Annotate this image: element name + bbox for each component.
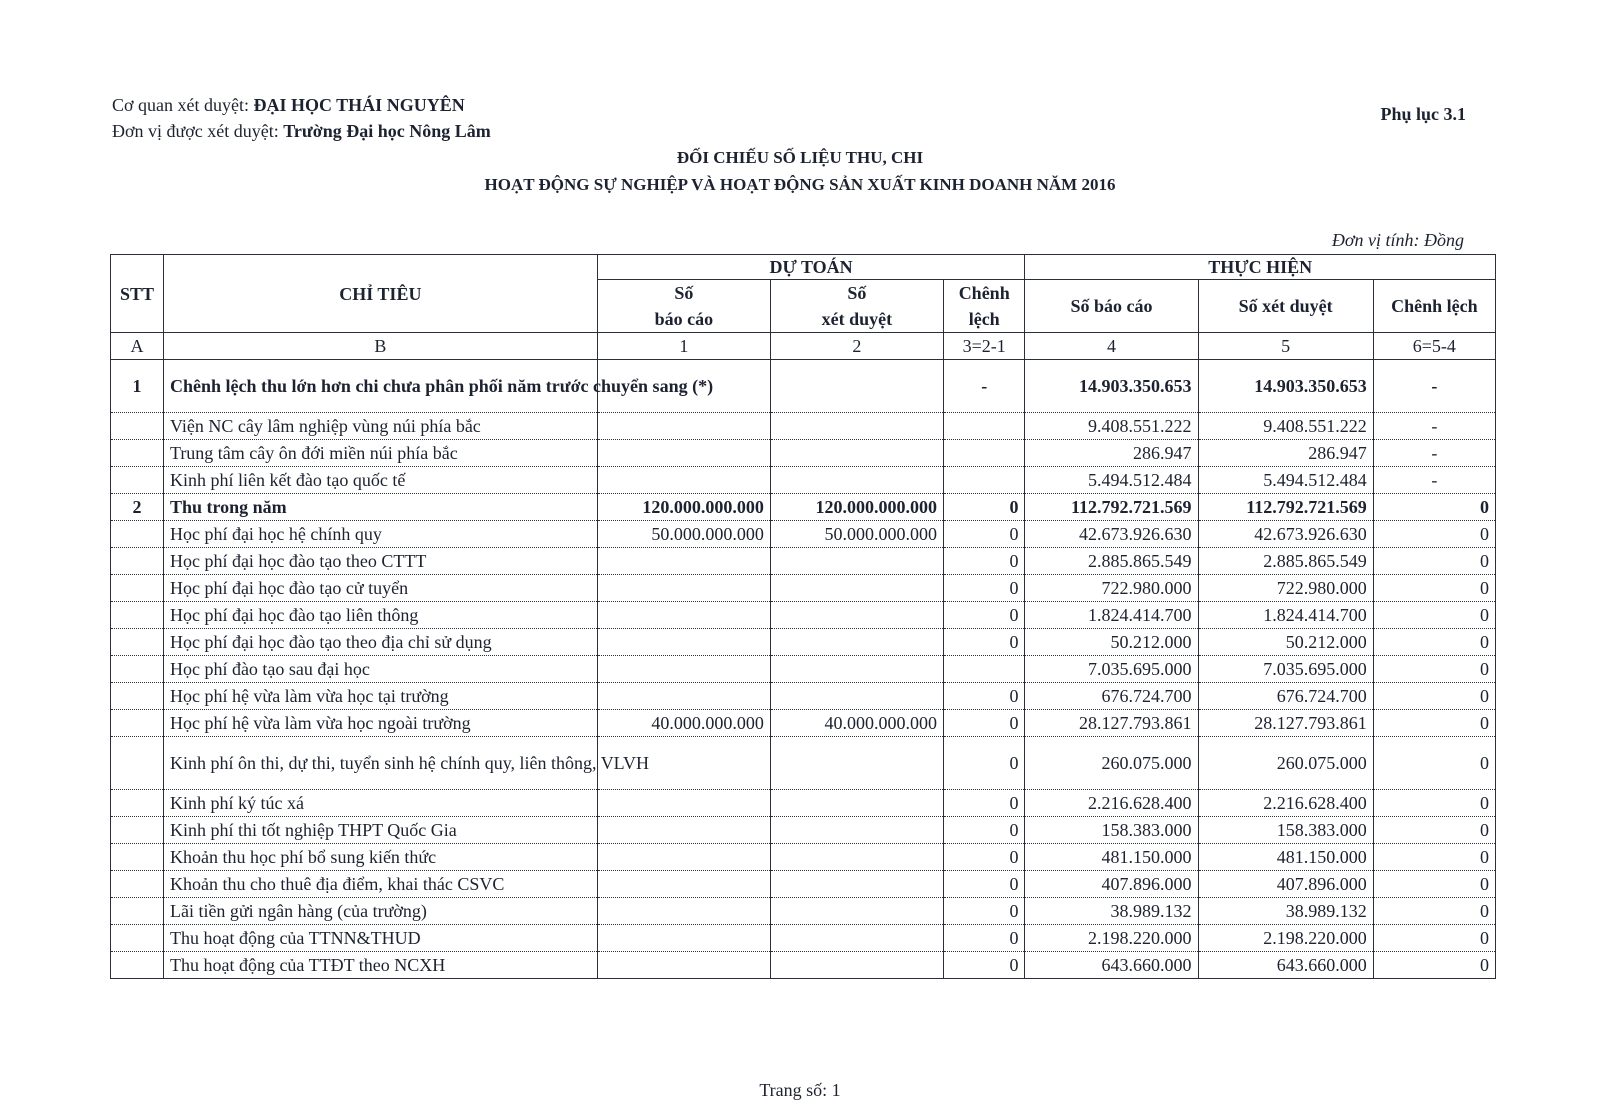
- stt-cell: [111, 952, 164, 979]
- th-chenh-lech-cell: 0: [1373, 844, 1495, 871]
- chi-tieu-cell: Học phí đào tạo sau đại học: [163, 656, 597, 683]
- table-row: [111, 952, 1496, 979]
- table-row: [111, 871, 1496, 898]
- th-so-xet-duyet-cell: 286.947: [1198, 440, 1373, 467]
- dt-chenh-lech-cell: 0: [943, 494, 1024, 521]
- page-number: Trang số: 1: [759, 1080, 841, 1100]
- chi-tieu-cell: Học phí đại học đào tạo theo địa chỉ sử dụng: [163, 629, 597, 656]
- index-cell: 4: [1025, 333, 1198, 360]
- stt-cell: [111, 898, 164, 925]
- header-th-so-xet-duyet: Số xét duyệt: [1198, 280, 1373, 333]
- dt-so-bao-cao-cell: [597, 817, 770, 844]
- chi-tieu-cell: Khoản thu học phí bổ sung kiến thức: [163, 844, 597, 871]
- stt-cell: [111, 790, 164, 817]
- dt-chenh-lech-cell: 0: [943, 790, 1024, 817]
- table-row: [111, 494, 1496, 521]
- th-chenh-lech-cell: 0: [1373, 790, 1495, 817]
- dt-so-xet-duyet-cell: [770, 602, 943, 629]
- dt-so-bao-cao-cell: [597, 871, 770, 898]
- dt-so-bao-cao-cell: [597, 602, 770, 629]
- header-dt-so-bao-cao-line2: báo cáo: [654, 309, 714, 329]
- stt-cell: [111, 925, 164, 952]
- table-row: [111, 629, 1496, 656]
- header-dt-chenh-lech: [943, 280, 1024, 333]
- table-row: [111, 548, 1496, 575]
- header-thuc-hien: THỰC HIỆN: [1025, 255, 1496, 280]
- th-so-xet-duyet-cell: 2.198.220.000: [1198, 925, 1373, 952]
- th-chenh-lech-cell: 0: [1373, 683, 1495, 710]
- th-so-bao-cao-cell: 2.885.865.549: [1025, 548, 1198, 575]
- reviewed-unit-label: Đơn vị được xét duyệt:: [112, 121, 279, 141]
- header-dt-so-xet-duyet-line1: Số: [847, 283, 867, 303]
- table-row: [111, 844, 1496, 871]
- dt-so-xet-duyet-cell: [770, 790, 943, 817]
- th-so-bao-cao-cell: 481.150.000: [1025, 844, 1198, 871]
- th-so-xet-duyet-cell: 14.903.350.653: [1198, 360, 1373, 413]
- dt-chenh-lech-cell: 0: [943, 844, 1024, 871]
- chi-tieu-cell: Thu hoạt động của TTĐT theo NCXH: [163, 952, 597, 979]
- stt-cell: [111, 817, 164, 844]
- chi-tieu-cell: Lãi tiền gửi ngân hàng (của trường): [163, 898, 597, 925]
- table-row: [111, 521, 1496, 548]
- reviewed-unit-line: [112, 118, 491, 144]
- th-so-xet-duyet-cell: 2.885.865.549: [1198, 548, 1373, 575]
- th-so-xet-duyet-cell: 5.494.512.484: [1198, 467, 1373, 494]
- stt-cell: [111, 521, 164, 548]
- header-agency-block: [112, 92, 491, 144]
- stt-cell: [111, 737, 164, 790]
- dt-chenh-lech-cell: 0: [943, 575, 1024, 602]
- header-chi-tieu: CHỈ TIÊU: [163, 255, 597, 333]
- header-dt-so-xet-duyet: [770, 280, 943, 333]
- th-so-bao-cao-cell: 286.947: [1025, 440, 1198, 467]
- th-chenh-lech-cell: 0: [1373, 602, 1495, 629]
- chi-tieu-cell: Học phí đại học đào tạo theo CTTT: [163, 548, 597, 575]
- table-row: [111, 898, 1496, 925]
- dt-chenh-lech-cell: 0: [943, 737, 1024, 790]
- dt-so-bao-cao-cell: [597, 656, 770, 683]
- dt-chenh-lech-cell: 0: [943, 683, 1024, 710]
- stt-cell: [111, 413, 164, 440]
- table-body: [111, 333, 1496, 979]
- table-row: [111, 575, 1496, 602]
- dt-so-bao-cao-cell: 50.000.000.000: [597, 521, 770, 548]
- th-so-bao-cao-cell: 50.212.000: [1025, 629, 1198, 656]
- dt-so-bao-cao-cell: 40.000.000.000: [597, 710, 770, 737]
- table-row: [111, 440, 1496, 467]
- th-chenh-lech-cell: -: [1373, 360, 1495, 413]
- stt-cell: [111, 629, 164, 656]
- th-so-xet-duyet-cell: 38.989.132: [1198, 898, 1373, 925]
- chi-tieu-cell: Học phí đại học đào tạo cử tuyển: [163, 575, 597, 602]
- dt-so-xet-duyet-cell: [770, 844, 943, 871]
- th-so-bao-cao-cell: 42.673.926.630: [1025, 521, 1198, 548]
- th-so-xet-duyet-cell: 2.216.628.400: [1198, 790, 1373, 817]
- dt-chenh-lech-cell: 0: [943, 548, 1024, 575]
- stt-cell: [111, 575, 164, 602]
- index-cell: A: [111, 333, 164, 360]
- dt-so-xet-duyet-cell: [770, 737, 943, 790]
- th-so-xet-duyet-cell: 158.383.000: [1198, 817, 1373, 844]
- dt-so-bao-cao-cell: [597, 898, 770, 925]
- th-chenh-lech-cell: 0: [1373, 925, 1495, 952]
- appendix-label: Phụ lục 3.1: [1380, 104, 1466, 124]
- chi-tieu-cell: Học phí hệ vừa làm vừa học tại trường: [163, 683, 597, 710]
- th-so-bao-cao-cell: 9.408.551.222: [1025, 413, 1198, 440]
- th-chenh-lech-cell: 0: [1373, 737, 1495, 790]
- chi-tieu-cell: Kinh phí ký túc xá: [163, 790, 597, 817]
- th-chenh-lech-cell: 0: [1373, 871, 1495, 898]
- th-chenh-lech-cell: 0: [1373, 575, 1495, 602]
- table-row: [111, 737, 1496, 790]
- chi-tieu-cell: Học phí đại học đào tạo liên thông: [163, 602, 597, 629]
- dt-so-xet-duyet-cell: 50.000.000.000: [770, 521, 943, 548]
- th-so-xet-duyet-cell: 42.673.926.630: [1198, 521, 1373, 548]
- chi-tieu-cell: Viện NC cây lâm nghiệp vùng núi phía bắc: [163, 413, 597, 440]
- th-so-xet-duyet-cell: 481.150.000: [1198, 844, 1373, 871]
- reconciliation-table: [110, 254, 1496, 979]
- chi-tieu-cell: Thu hoạt động của TTNN&THUD: [163, 925, 597, 952]
- th-so-bao-cao-cell: 643.660.000: [1025, 952, 1198, 979]
- index-cell: 5: [1198, 333, 1373, 360]
- table-row: [111, 710, 1496, 737]
- dt-chenh-lech-cell: 0: [943, 952, 1024, 979]
- dt-so-bao-cao-cell: [597, 440, 770, 467]
- dt-so-bao-cao-cell: [597, 548, 770, 575]
- dt-so-xet-duyet-cell: [770, 817, 943, 844]
- chi-tieu-cell: Khoản thu cho thuê địa điểm, khai thác CSVC: [163, 871, 597, 898]
- index-row: [111, 333, 1496, 360]
- th-so-bao-cao-cell: 28.127.793.861: [1025, 710, 1198, 737]
- index-cell: 3=2-1: [943, 333, 1024, 360]
- stt-cell: [111, 602, 164, 629]
- reviewing-agency-line: [112, 92, 491, 118]
- table-row: [111, 360, 1496, 413]
- dt-chenh-lech-cell: 0: [943, 925, 1024, 952]
- chi-tieu-cell: Học phí đại học hệ chính quy: [163, 521, 597, 548]
- th-chenh-lech-cell: -: [1373, 467, 1495, 494]
- dt-so-bao-cao-cell: [597, 790, 770, 817]
- th-so-bao-cao-cell: 112.792.721.569: [1025, 494, 1198, 521]
- chi-tieu-cell: Trung tâm cây ôn đới miền núi phía bắc: [163, 440, 597, 467]
- stt-cell: [111, 871, 164, 898]
- th-chenh-lech-cell: 0: [1373, 548, 1495, 575]
- stt-cell: [111, 440, 164, 467]
- th-so-xet-duyet-cell: 28.127.793.861: [1198, 710, 1373, 737]
- dt-chenh-lech-cell: -: [943, 360, 1024, 413]
- table-row: [111, 656, 1496, 683]
- dt-chenh-lech-cell: 0: [943, 629, 1024, 656]
- th-so-bao-cao-cell: 38.989.132: [1025, 898, 1198, 925]
- dt-chenh-lech-cell: 0: [943, 521, 1024, 548]
- th-chenh-lech-cell: 0: [1373, 817, 1495, 844]
- header-th-chenh-lech: Chênh lệch: [1373, 280, 1495, 333]
- stt-cell: 2: [111, 494, 164, 521]
- th-chenh-lech-cell: 0: [1373, 898, 1495, 925]
- th-chenh-lech-cell: 0: [1373, 629, 1495, 656]
- header-dt-chenh-lech-line1: Chênh: [958, 283, 1010, 303]
- table-row: [111, 925, 1496, 952]
- dt-chenh-lech-cell: 0: [943, 871, 1024, 898]
- header-dt-chenh-lech-line2: lệch: [968, 309, 1000, 329]
- dt-so-xet-duyet-cell: [770, 413, 943, 440]
- header-dt-so-xet-duyet-line2: xét duyệt: [821, 309, 893, 329]
- index-cell: 6=5-4: [1373, 333, 1495, 360]
- th-so-xet-duyet-cell: 9.408.551.222: [1198, 413, 1373, 440]
- dt-chenh-lech-cell: [943, 467, 1024, 494]
- dt-chenh-lech-cell: 0: [943, 817, 1024, 844]
- dt-chenh-lech-cell: [943, 656, 1024, 683]
- table-row: [111, 817, 1496, 844]
- th-so-bao-cao-cell: 2.198.220.000: [1025, 925, 1198, 952]
- th-so-xet-duyet-cell: 50.212.000: [1198, 629, 1373, 656]
- stt-cell: [111, 548, 164, 575]
- page-title-line2: HOẠT ĐỘNG SỰ NGHIỆP VÀ HOẠT ĐỘNG SẢN XUẤT KINH DOANH NĂM 2016: [484, 175, 1116, 194]
- stt-cell: [111, 710, 164, 737]
- th-so-bao-cao-cell: 158.383.000: [1025, 817, 1198, 844]
- header-th-so-bao-cao: Số báo cáo: [1025, 280, 1198, 333]
- th-chenh-lech-cell: 0: [1373, 710, 1495, 737]
- dt-so-xet-duyet-cell: 120.000.000.000: [770, 494, 943, 521]
- header-dt-so-bao-cao: [597, 280, 770, 333]
- dt-so-xet-duyet-cell: [770, 656, 943, 683]
- th-so-xet-duyet-cell: 1.824.414.700: [1198, 602, 1373, 629]
- table-row: [111, 602, 1496, 629]
- th-so-xet-duyet-cell: 112.792.721.569: [1198, 494, 1373, 521]
- th-so-xet-duyet-cell: 7.035.695.000: [1198, 656, 1373, 683]
- chi-tieu-cell: Kinh phí thi tốt nghiệp THPT Quốc Gia: [163, 817, 597, 844]
- dt-so-bao-cao-cell: 120.000.000.000: [597, 494, 770, 521]
- th-so-xet-duyet-cell: 407.896.000: [1198, 871, 1373, 898]
- page-title-line1: ĐỐI CHIẾU SỐ LIỆU THU, CHI: [676, 148, 924, 167]
- dt-so-xet-duyet-cell: [770, 925, 943, 952]
- dt-so-bao-cao-cell: [597, 467, 770, 494]
- th-so-bao-cao-cell: 5.494.512.484: [1025, 467, 1198, 494]
- th-so-bao-cao-cell: 407.896.000: [1025, 871, 1198, 898]
- dt-so-bao-cao-cell: [597, 925, 770, 952]
- th-so-xet-duyet-cell: 643.660.000: [1198, 952, 1373, 979]
- table-row: [111, 413, 1496, 440]
- currency-unit: Đơn vị tính: Đồng: [1331, 230, 1464, 250]
- chi-tieu-cell: Kinh phí liên kết đào tạo quốc tế: [163, 467, 597, 494]
- th-so-bao-cao-cell: 1.824.414.700: [1025, 602, 1198, 629]
- reviewed-unit-name: Trường Đại học Nông Lâm: [283, 121, 491, 141]
- dt-chenh-lech-cell: [943, 440, 1024, 467]
- dt-so-bao-cao-cell: [597, 844, 770, 871]
- dt-so-xet-duyet-cell: [770, 683, 943, 710]
- dt-so-xet-duyet-cell: 40.000.000.000: [770, 710, 943, 737]
- header-du-toan: DỰ TOÁN: [597, 255, 1025, 280]
- header-stt: STT: [111, 255, 164, 333]
- table-row: [111, 790, 1496, 817]
- th-so-xet-duyet-cell: 722.980.000: [1198, 575, 1373, 602]
- dt-so-xet-duyet-cell: [770, 952, 943, 979]
- stt-cell: 1: [111, 360, 164, 413]
- table-row: [111, 683, 1496, 710]
- dt-so-bao-cao-cell: [597, 413, 770, 440]
- dt-so-bao-cao-cell: [597, 629, 770, 656]
- dt-so-bao-cao-cell: [597, 575, 770, 602]
- stt-cell: [111, 656, 164, 683]
- reviewing-agency-name: ĐẠI HỌC THÁI NGUYÊN: [253, 95, 465, 115]
- th-chenh-lech-cell: 0: [1373, 494, 1495, 521]
- chi-tieu-cell: Thu trong năm: [163, 494, 597, 521]
- dt-so-xet-duyet-cell: [770, 575, 943, 602]
- stt-cell: [111, 683, 164, 710]
- table-row: [111, 467, 1496, 494]
- th-chenh-lech-cell: 0: [1373, 656, 1495, 683]
- dt-chenh-lech-cell: 0: [943, 710, 1024, 737]
- index-cell: 1: [597, 333, 770, 360]
- header-dt-so-bao-cao-line1: Số: [674, 283, 694, 303]
- dt-so-xet-duyet-cell: [770, 629, 943, 656]
- chi-tieu-cell: Chênh lệch thu lớn hơn chi chưa phân phối năm trước chuyển sang (*): [163, 360, 597, 413]
- th-so-bao-cao-cell: 7.035.695.000: [1025, 656, 1198, 683]
- th-chenh-lech-cell: -: [1373, 413, 1495, 440]
- th-so-xet-duyet-cell: 676.724.700: [1198, 683, 1373, 710]
- th-chenh-lech-cell: 0: [1373, 521, 1495, 548]
- dt-so-xet-duyet-cell: [770, 898, 943, 925]
- dt-chenh-lech-cell: 0: [943, 602, 1024, 629]
- th-chenh-lech-cell: -: [1373, 440, 1495, 467]
- chi-tieu-cell: Học phí hệ vừa làm vừa học ngoài trường: [163, 710, 597, 737]
- dt-so-xet-duyet-cell: [770, 440, 943, 467]
- dt-chenh-lech-cell: [943, 413, 1024, 440]
- dt-chenh-lech-cell: 0: [943, 898, 1024, 925]
- th-so-xet-duyet-cell: 260.075.000: [1198, 737, 1373, 790]
- th-so-bao-cao-cell: 722.980.000: [1025, 575, 1198, 602]
- th-so-bao-cao-cell: 2.216.628.400: [1025, 790, 1198, 817]
- th-so-bao-cao-cell: 676.724.700: [1025, 683, 1198, 710]
- th-chenh-lech-cell: 0: [1373, 952, 1495, 979]
- stt-cell: [111, 844, 164, 871]
- dt-so-xet-duyet-cell: [770, 467, 943, 494]
- th-so-bao-cao-cell: 14.903.350.653: [1025, 360, 1198, 413]
- chi-tieu-cell: Kinh phí ôn thi, dự thi, tuyển sinh hệ chính quy, liên thông, VLVH: [163, 737, 597, 790]
- dt-so-xet-duyet-cell: [770, 871, 943, 898]
- stt-cell: [111, 467, 164, 494]
- dt-so-xet-duyet-cell: [770, 548, 943, 575]
- dt-so-bao-cao-cell: [597, 683, 770, 710]
- dt-so-xet-duyet-cell: [770, 360, 943, 413]
- reviewing-agency-label: Cơ quan xét duyệt:: [112, 95, 249, 115]
- index-cell: B: [163, 333, 597, 360]
- dt-so-bao-cao-cell: [597, 952, 770, 979]
- th-so-bao-cao-cell: 260.075.000: [1025, 737, 1198, 790]
- index-cell: 2: [770, 333, 943, 360]
